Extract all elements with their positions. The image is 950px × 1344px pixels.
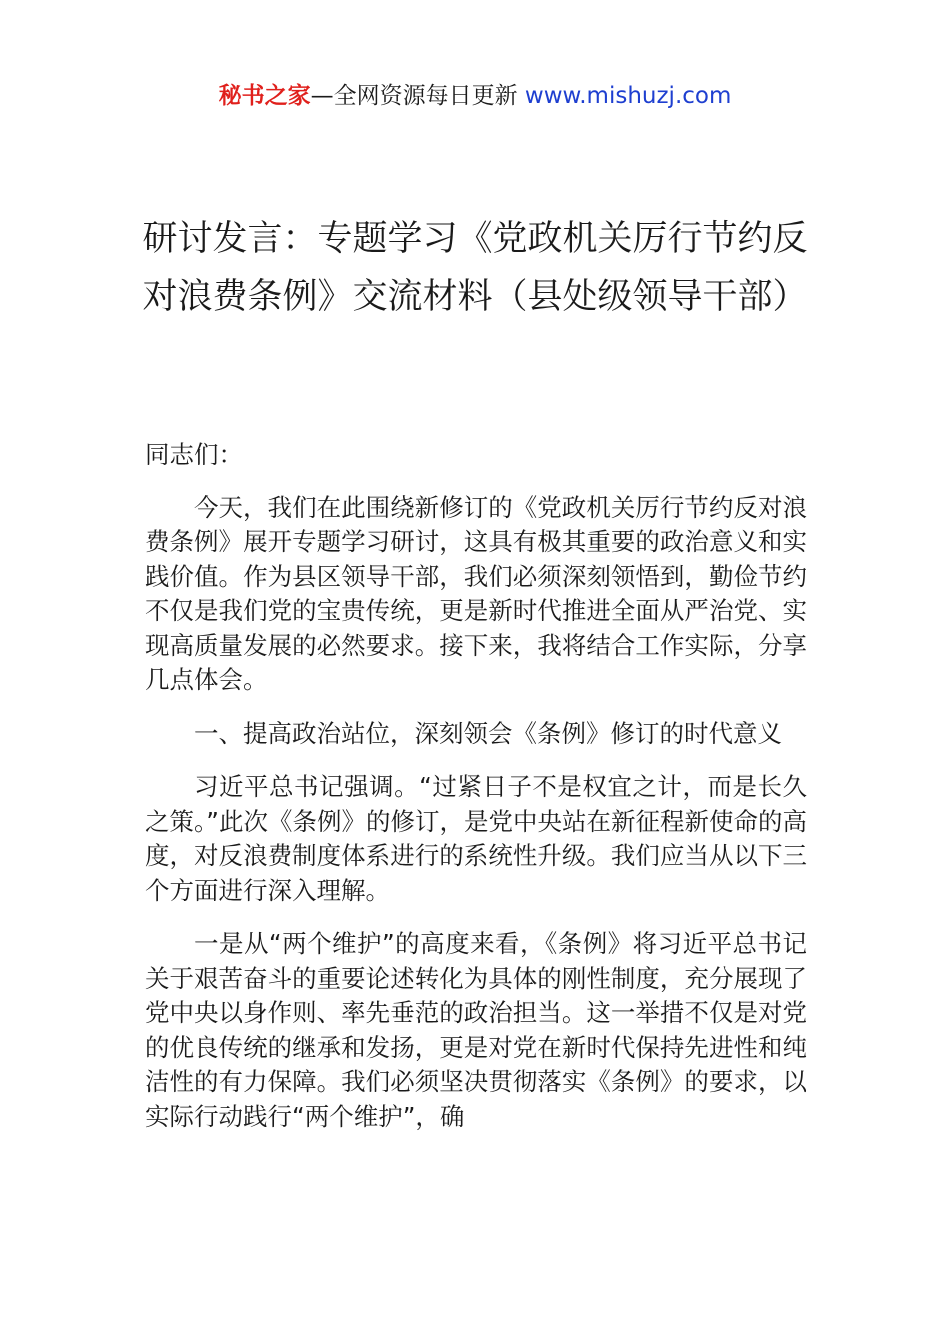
paragraph-intro: 今天，我们在此围绕新修订的《党政机关厉行节约反对浪费条例》展开专题学习研讨，这具有极其重要的政治意义和实践价值。作为县区领导干部，我们必须深刻领悟到，勤俭节约不仅是我们党的宝贵传统，更是新时代推进全面从严治党、实现高质量发展的必然要求。接下来，我将结合工作实际，分享几点体会。 [145,492,807,694]
paragraph-point-1: 一是从“两个维护”的高度来看，《条例》将习近平总书记关于艰苦奋斗的重要论述转化为具体的刚性制度，充分展现了党中央以身作则、率先垂范的政治担当。这一举措不仅是对党的优良传统的继承和发扬，更是对党在新时代保持先进性和纯洁性的有力保障。我们必须坚决贯彻落实《条例》的要求，以实际行动践行“两个维护”，确 [145,929,807,1131]
salutation: 同志们： [145,440,243,469]
document-title: 研讨发言：专题学习《党政机关厉行节约反对浪费条例》交流材料（县处级领导干部） [142,219,808,317]
paragraph-quote: 习近平总书记强调。“过紧日子不是权宜之计，而是长久之策。”此次《条例》的修订，是党中央站在新征程新使命的高度，对反浪费制度体系进行的系统性升级。我们应当从以下三个方面进行深入理解。 [145,772,807,905]
site-header [0,80,950,112]
section-heading-1: 一、提高政治站位，深刻领会《条例》修订的时代意义 [194,718,782,748]
brand-name: 秘书之家 [218,83,311,109]
header-tagline: —全网资源每日更新 [310,83,518,109]
document-body [145,438,807,1153]
site-url-link[interactable]: www.mishuzj.com [524,83,732,109]
